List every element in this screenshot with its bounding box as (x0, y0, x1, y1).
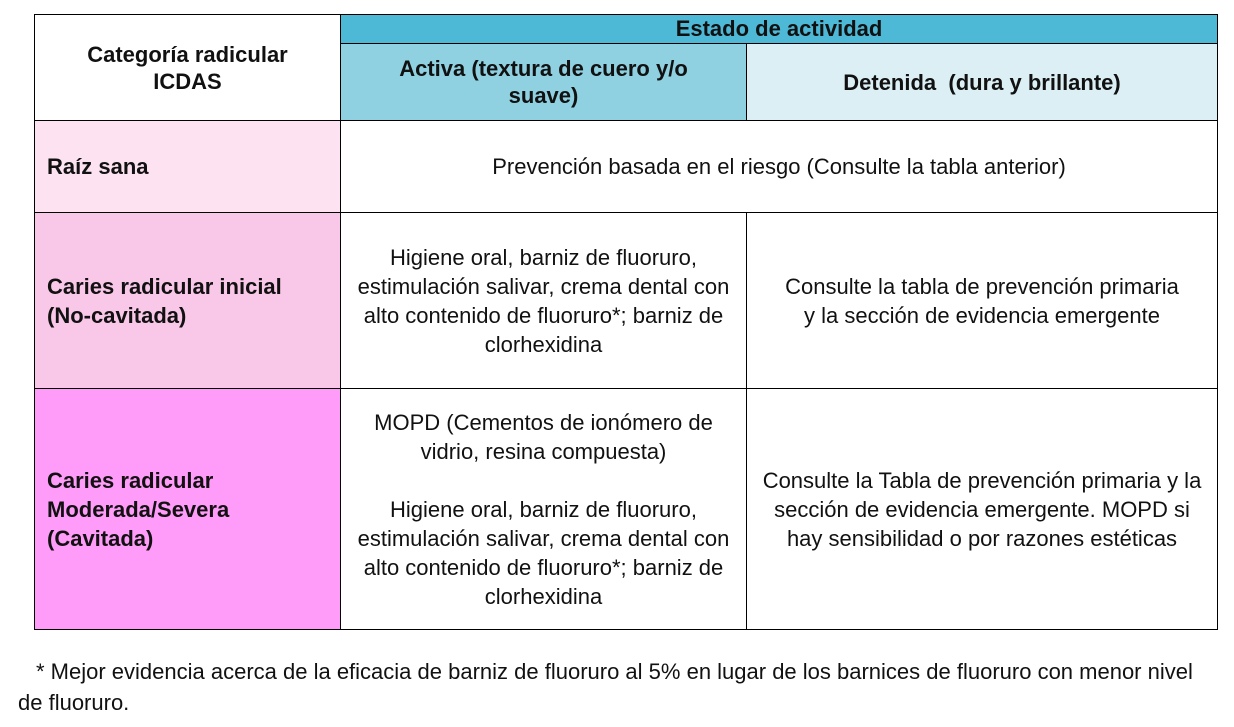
table-row (35, 389, 1218, 630)
row-label-caries-inicial (35, 213, 341, 389)
header-arrested-cell (747, 44, 1218, 121)
header-active-label: Activa (textura de cuero y/o suave) (399, 56, 688, 108)
cell-inicial-arrested (747, 213, 1218, 389)
table-row (35, 121, 1218, 213)
header-activity-state: Estado de actividad (341, 15, 1218, 44)
cell-inicial-arrested-text: Consulte la tabla de prevención primaria y la sección de evidencia emergente (785, 273, 1179, 328)
cell-inicial-active (341, 213, 747, 389)
cell-severa-active-hygiene: Higiene oral, barniz de fluoruro, estimulación salivar, crema dental con alto contenido de fluoruro*; barniz de clorhexidina (357, 496, 730, 609)
cell-severa-active (341, 389, 747, 630)
row-label-caries-severa (35, 389, 341, 630)
header-arrested-label: Detenida (dura y brillante) (843, 69, 1121, 95)
cell-severa-arrested-text: Consulte la Tabla de prevención primaria y la sección de evidencia emergente. MOPD si hay sensibilidad o por razones estéticas (762, 467, 1202, 551)
table-row (35, 213, 1218, 389)
header-category-cell (35, 15, 341, 121)
cell-inicial-active-text: Higiene oral, barniz de fluoruro, estimulación salivar, crema dental con alto contenido de fluoruro*; barniz de clorhexidina (357, 244, 730, 357)
header-active-cell (341, 44, 747, 121)
row-label-raiz-sana: Raíz sana (35, 121, 341, 213)
icdas-root-caries-table (34, 14, 1218, 630)
row-label-caries-severa-text: Caries radicular Moderada/Severa (Cavitada) (47, 467, 230, 551)
footnote: * Mejor evidencia acerca de la eficacia de barniz de fluoruro al 5% en lugar de los barnices de fluoruro con menor nivel de fluoruro. (18, 659, 1193, 715)
cell-raiz-sana-prevention: Prevención basada en el riesgo (Consulte la tabla anterior) (341, 121, 1218, 213)
header-category-label: Categoría radicular ICDAS (87, 41, 288, 94)
row-label-caries-inicial-text: Caries radicular inicial (No-cavitada) (47, 273, 282, 328)
cell-severa-arrested (747, 389, 1218, 630)
cell-severa-active-mopd: MOPD (Cementos de ionómero de vidrio, resina compuesta) (374, 409, 713, 464)
